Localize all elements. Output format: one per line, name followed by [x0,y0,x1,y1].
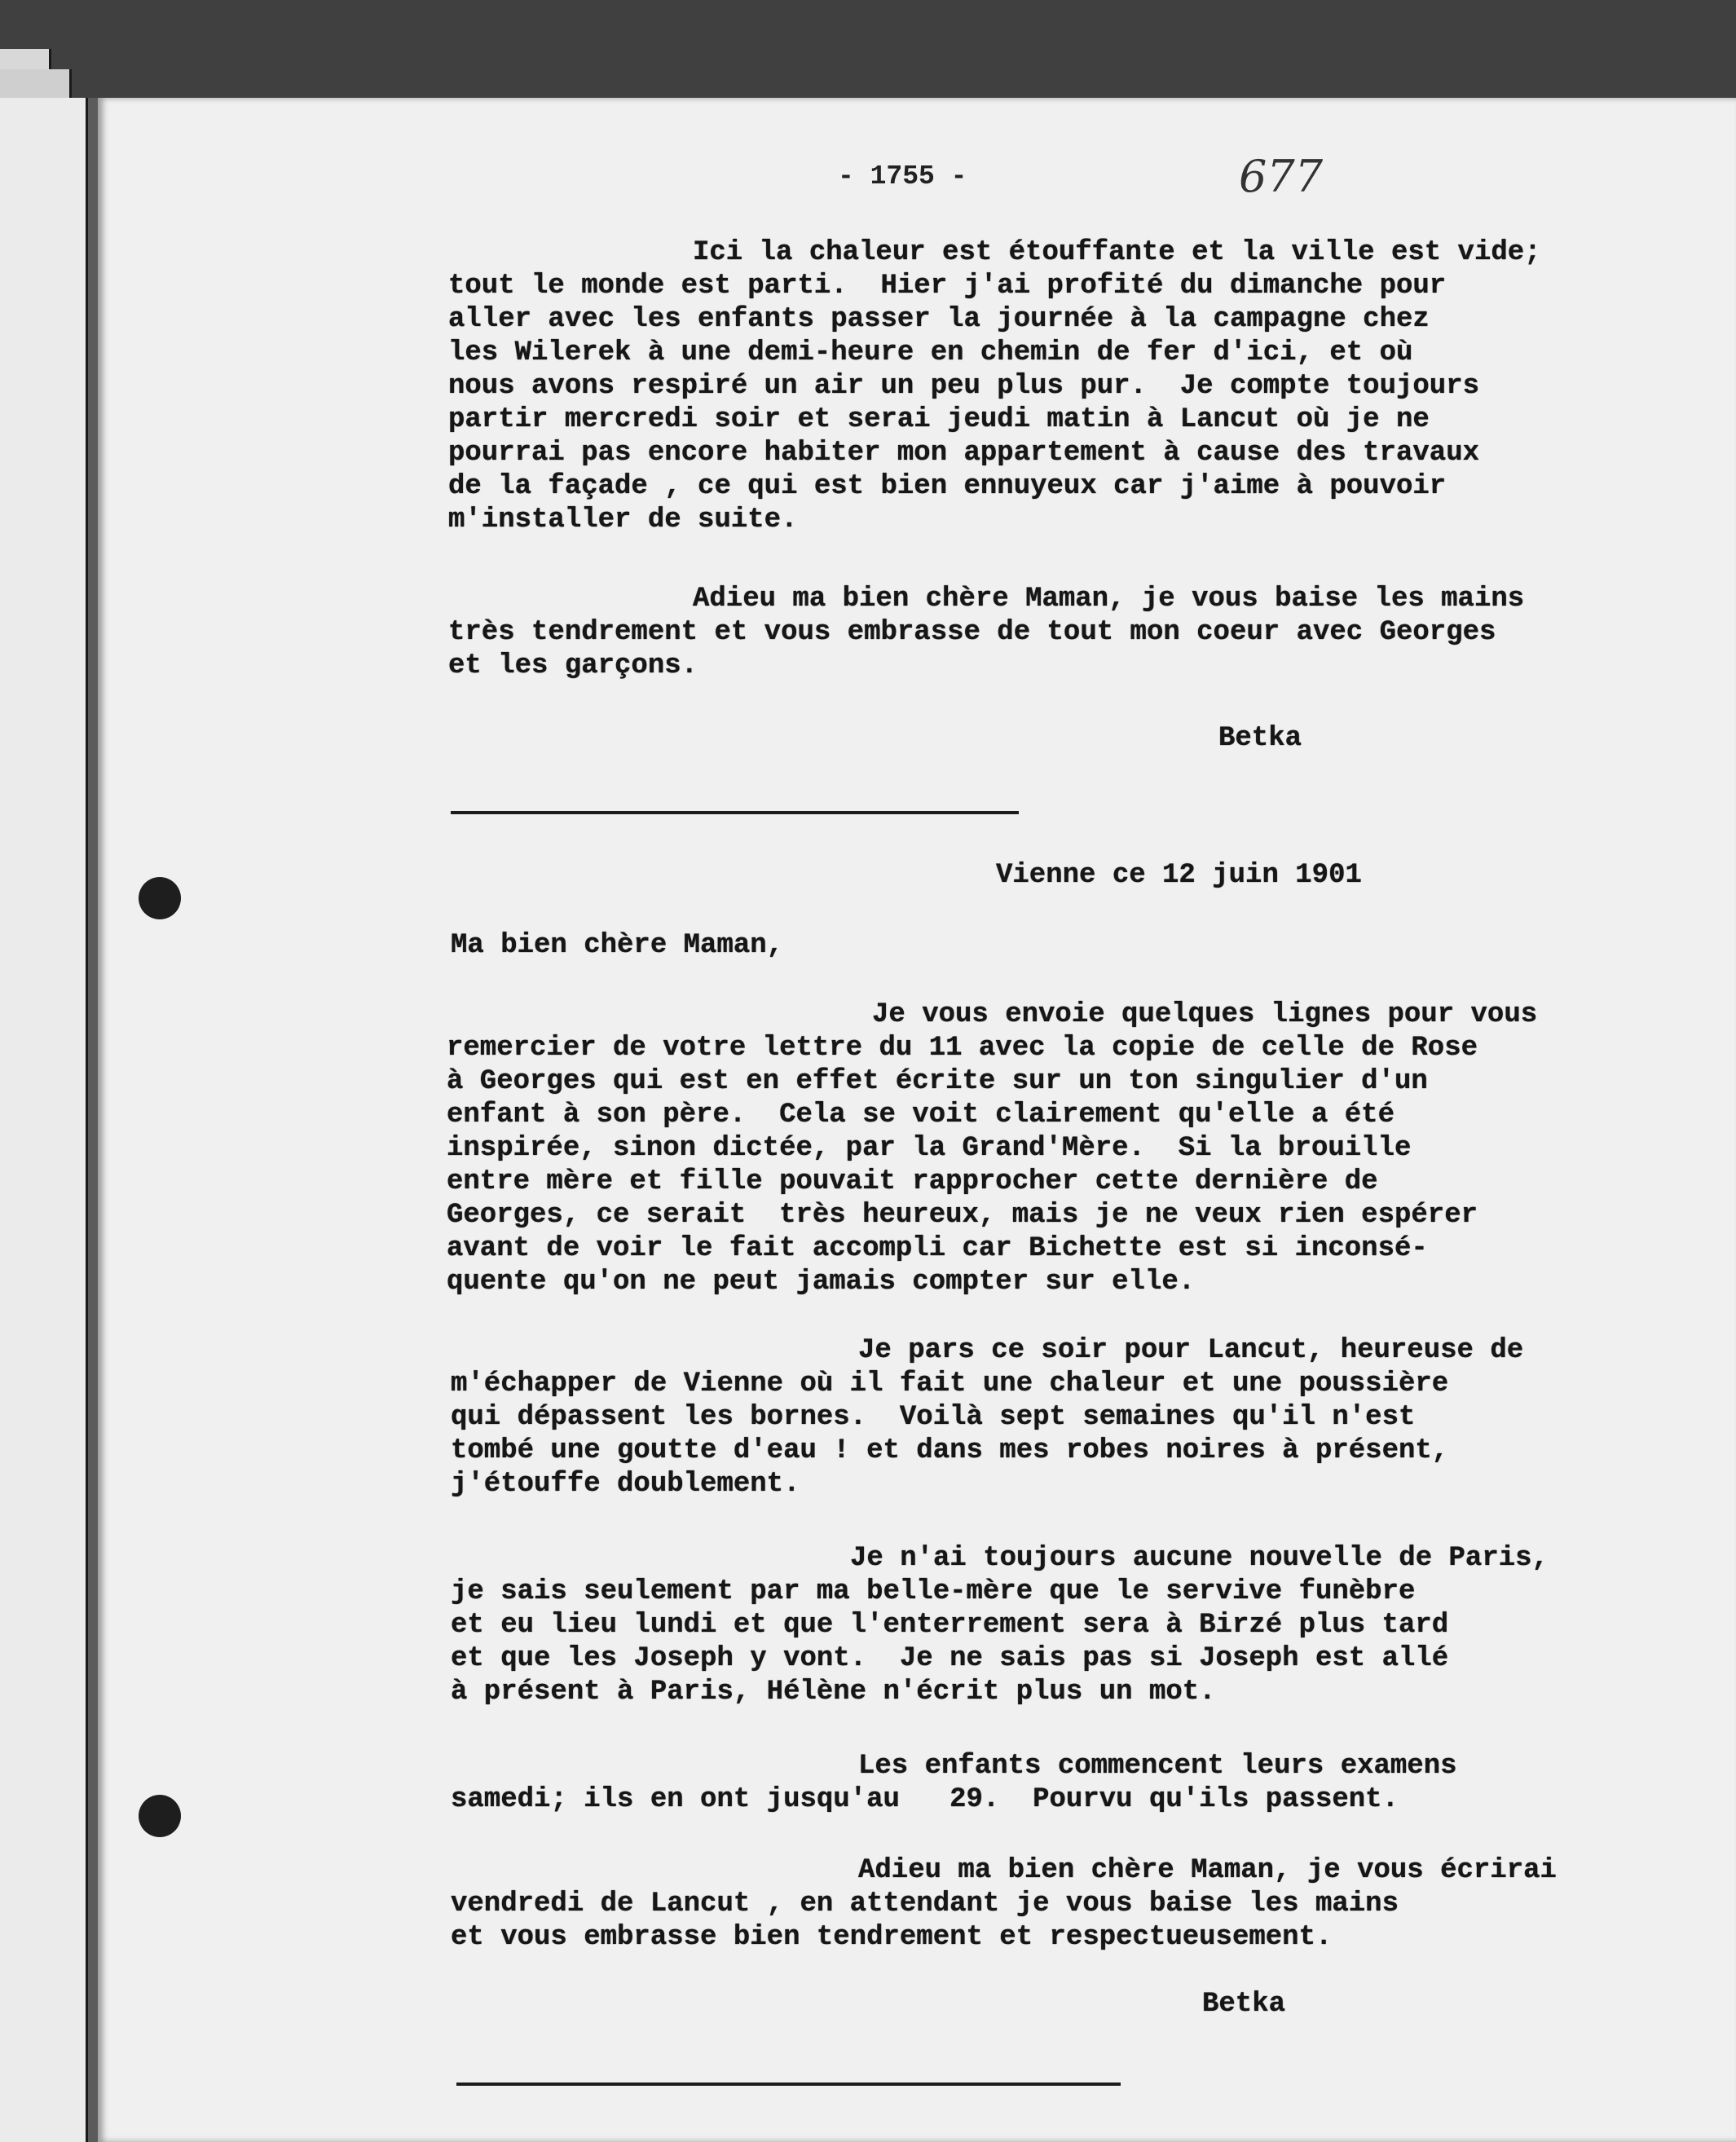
text-line: pourrai pas encore habiter mon appartement à cause des travaux [448,438,1480,469]
separator-rule [456,2082,1121,2086]
dateline: Vienne ce 12 juin 1901 [996,860,1362,891]
letter2-paragraph-5 [451,1854,1557,1955]
text-line: remercier de votre lettre du 11 avec la copie de celle de Rose [447,1033,1478,1064]
letter2-paragraph-3 [451,1542,1549,1709]
letter2-signature: Betka [1202,1989,1286,2020]
text-line: nous avons respiré un air un peu plus pur. Je compte toujours [448,371,1480,402]
text-line: les Wilerek à une demi-heure en chemin de fer d'ici, et où [448,337,1413,368]
salutation: Ma bien chère Maman, [451,930,784,961]
text-line: Adieu ma bien chère Maman, je vous écrirai [858,1855,1557,1886]
text-line: qui dépassent les bornes. Voilà sept semaines qu'il n'est [451,1402,1416,1433]
text-line: de la façade , ce qui est bien ennuyeux car j'aime à pouvoir [448,471,1447,502]
text-line: et les garçons. [448,650,698,681]
text-line: m'échapper de Vienne où il fait une chaleur et une poussière [451,1368,1449,1399]
text-line: aller avec les enfants passer la journée à la campagne chez [448,304,1430,335]
letter2-paragraph-4 [451,1750,1457,1817]
text-line: j'étouffe doublement. [451,1469,800,1500]
separator-rule [451,811,1019,814]
text-line: très tendrement et vous embrasse de tout mon coeur avec Georges [448,617,1496,648]
folio-number: 677 [1239,151,1324,202]
text-line: Les enfants commencent leurs examens [858,1751,1457,1782]
text-line: inspirée, sinon dictée, par la Grand'Mère. Si la brouille [447,1133,1412,1164]
text-line: Ici la chaleur est étouffante et la ville est vide; [693,237,1541,268]
text-line: quente qu'on ne peut jamais compter sur elle. [447,1267,1196,1298]
text-line: samedi; ils en ont jusqu'au 29. Pourvu qu'ils passent. [451,1784,1399,1815]
text-line: tombé une goutte d'eau ! et dans mes robes noires à présent, [451,1435,1449,1466]
punch-hole [139,1795,181,1837]
text-line: à Georges qui est en effet écrite sur un ton singulier d'un [447,1066,1428,1097]
page-stack-edge [0,98,88,2142]
text-line: Adieu ma bien chère Maman, je vous baise les mains [693,584,1525,615]
text-line: enfant à son père. Cela se voit clairement qu'elle a été [447,1100,1395,1130]
letter1-paragraph-2 [448,583,1524,683]
text-line: vendredi de Lancut , en attendant je vous baise les mains [451,1889,1399,1919]
text-line: Je vous envoie quelques lignes pour vous [872,999,1538,1030]
text-line: Je pars ce soir pour Lancut, heureuse de [858,1335,1524,1366]
page-number: - 1755 - [838,161,967,192]
letter2-paragraph-2 [451,1334,1523,1501]
text-line: avant de voir le fait accompli car Bichette est si inconsé- [447,1233,1428,1264]
text-line: Georges, ce serait très heureux, mais je ne veux rien espérer [447,1200,1478,1231]
text-line: entre mère et fille pouvait rapprocher cette dernière de [447,1166,1378,1197]
letter1-paragraph-1 [448,236,1541,537]
text-line: et vous embrasse bien tendrement et respectueusement. [451,1922,1333,1953]
text-line: à présent à Paris, Hélène n'écrit plus un mot. [451,1677,1216,1708]
text-line: partir mercredi soir et serai jeudi matin à Lancut où je ne [448,404,1430,435]
letter2-paragraph-1 [447,998,1537,1299]
scan-top-border [0,0,1736,98]
letter1-signature: Betka [1218,723,1302,754]
text-line: je sais seulement par ma belle-mère que le servive funèbre [451,1576,1416,1607]
text-line: et que les Joseph y vont. Je ne sais pas si Joseph est allé [451,1643,1449,1674]
text-line: et eu lieu lundi et que l'enterrement sera à Birzé plus tard [451,1610,1449,1641]
text-line: tout le monde est parti. Hier j'ai profité du dimanche pour [448,271,1447,302]
punch-hole [139,877,181,919]
text-line: m'installer de suite. [448,505,798,536]
text-line: Je n'ai toujours aucune nouvelle de Paris, [850,1543,1549,1574]
